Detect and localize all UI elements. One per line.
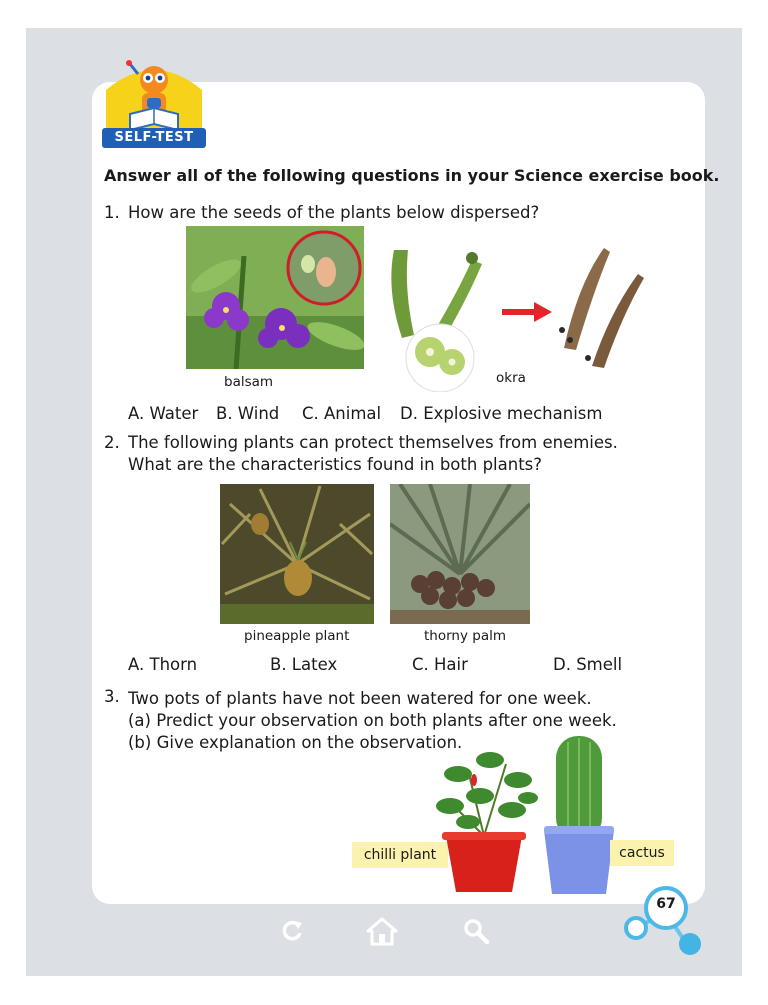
instruction-text: Answer all of the following questions in your Science exercise book. (104, 166, 720, 185)
q1-option-d: D. Explosive mechanism (400, 404, 603, 423)
q3-line3: (b) Give explanation on the observation. (128, 733, 463, 752)
self-test-badge (98, 58, 210, 150)
cactus-photo (544, 732, 614, 894)
q3-line1: Two pots of plants have not been watered for one week. (128, 689, 592, 708)
refresh-icon[interactable] (279, 918, 305, 948)
chilli-plant-photo (428, 740, 544, 892)
balsam-photo (186, 226, 364, 369)
q3-number: 3. (104, 687, 120, 706)
thorny-palm-caption: thorny palm (424, 628, 507, 644)
q1-option-a: A. Water (128, 404, 199, 423)
q2-option-b: B. Latex (270, 655, 338, 674)
search-icon[interactable] (462, 917, 490, 949)
q2-line1: The following plants can protect themselves from enemies. (128, 433, 618, 452)
q2-line2: What are the characteristics found in both plants? (128, 455, 543, 474)
q2-option-d: D. Smell (553, 655, 623, 674)
dried-okra-photo (548, 244, 644, 370)
okra-caption: okra (496, 370, 526, 386)
q1-text: How are the seeds of the plants below dispersed? (128, 203, 540, 222)
q2-option-a: A. Thorn (128, 655, 198, 674)
balsam-caption: balsam (224, 374, 274, 390)
q2-option-c: C. Hair (412, 655, 468, 674)
q2-number: 2. (104, 433, 120, 452)
cactus-label: cactus (610, 840, 674, 866)
q1-option-b: B. Wind (216, 404, 280, 423)
page-number-badge (622, 882, 712, 958)
arrow-icon (502, 302, 552, 326)
q3-line2: (a) Predict your observation on both plants after one week. (128, 711, 617, 730)
chilli-plant-label: chilli plant (352, 842, 448, 868)
pineapple-photo (220, 484, 374, 624)
okra-photo (384, 240, 488, 392)
q1-option-c: C. Animal (302, 404, 382, 423)
page-number: 67 (656, 896, 676, 912)
q1-number: 1. (104, 203, 120, 222)
self-test-label: SELF-TEST (102, 128, 206, 148)
pineapple-caption: pineapple plant (244, 628, 350, 644)
home-icon[interactable] (365, 916, 399, 950)
thorny-palm-photo (390, 484, 530, 624)
